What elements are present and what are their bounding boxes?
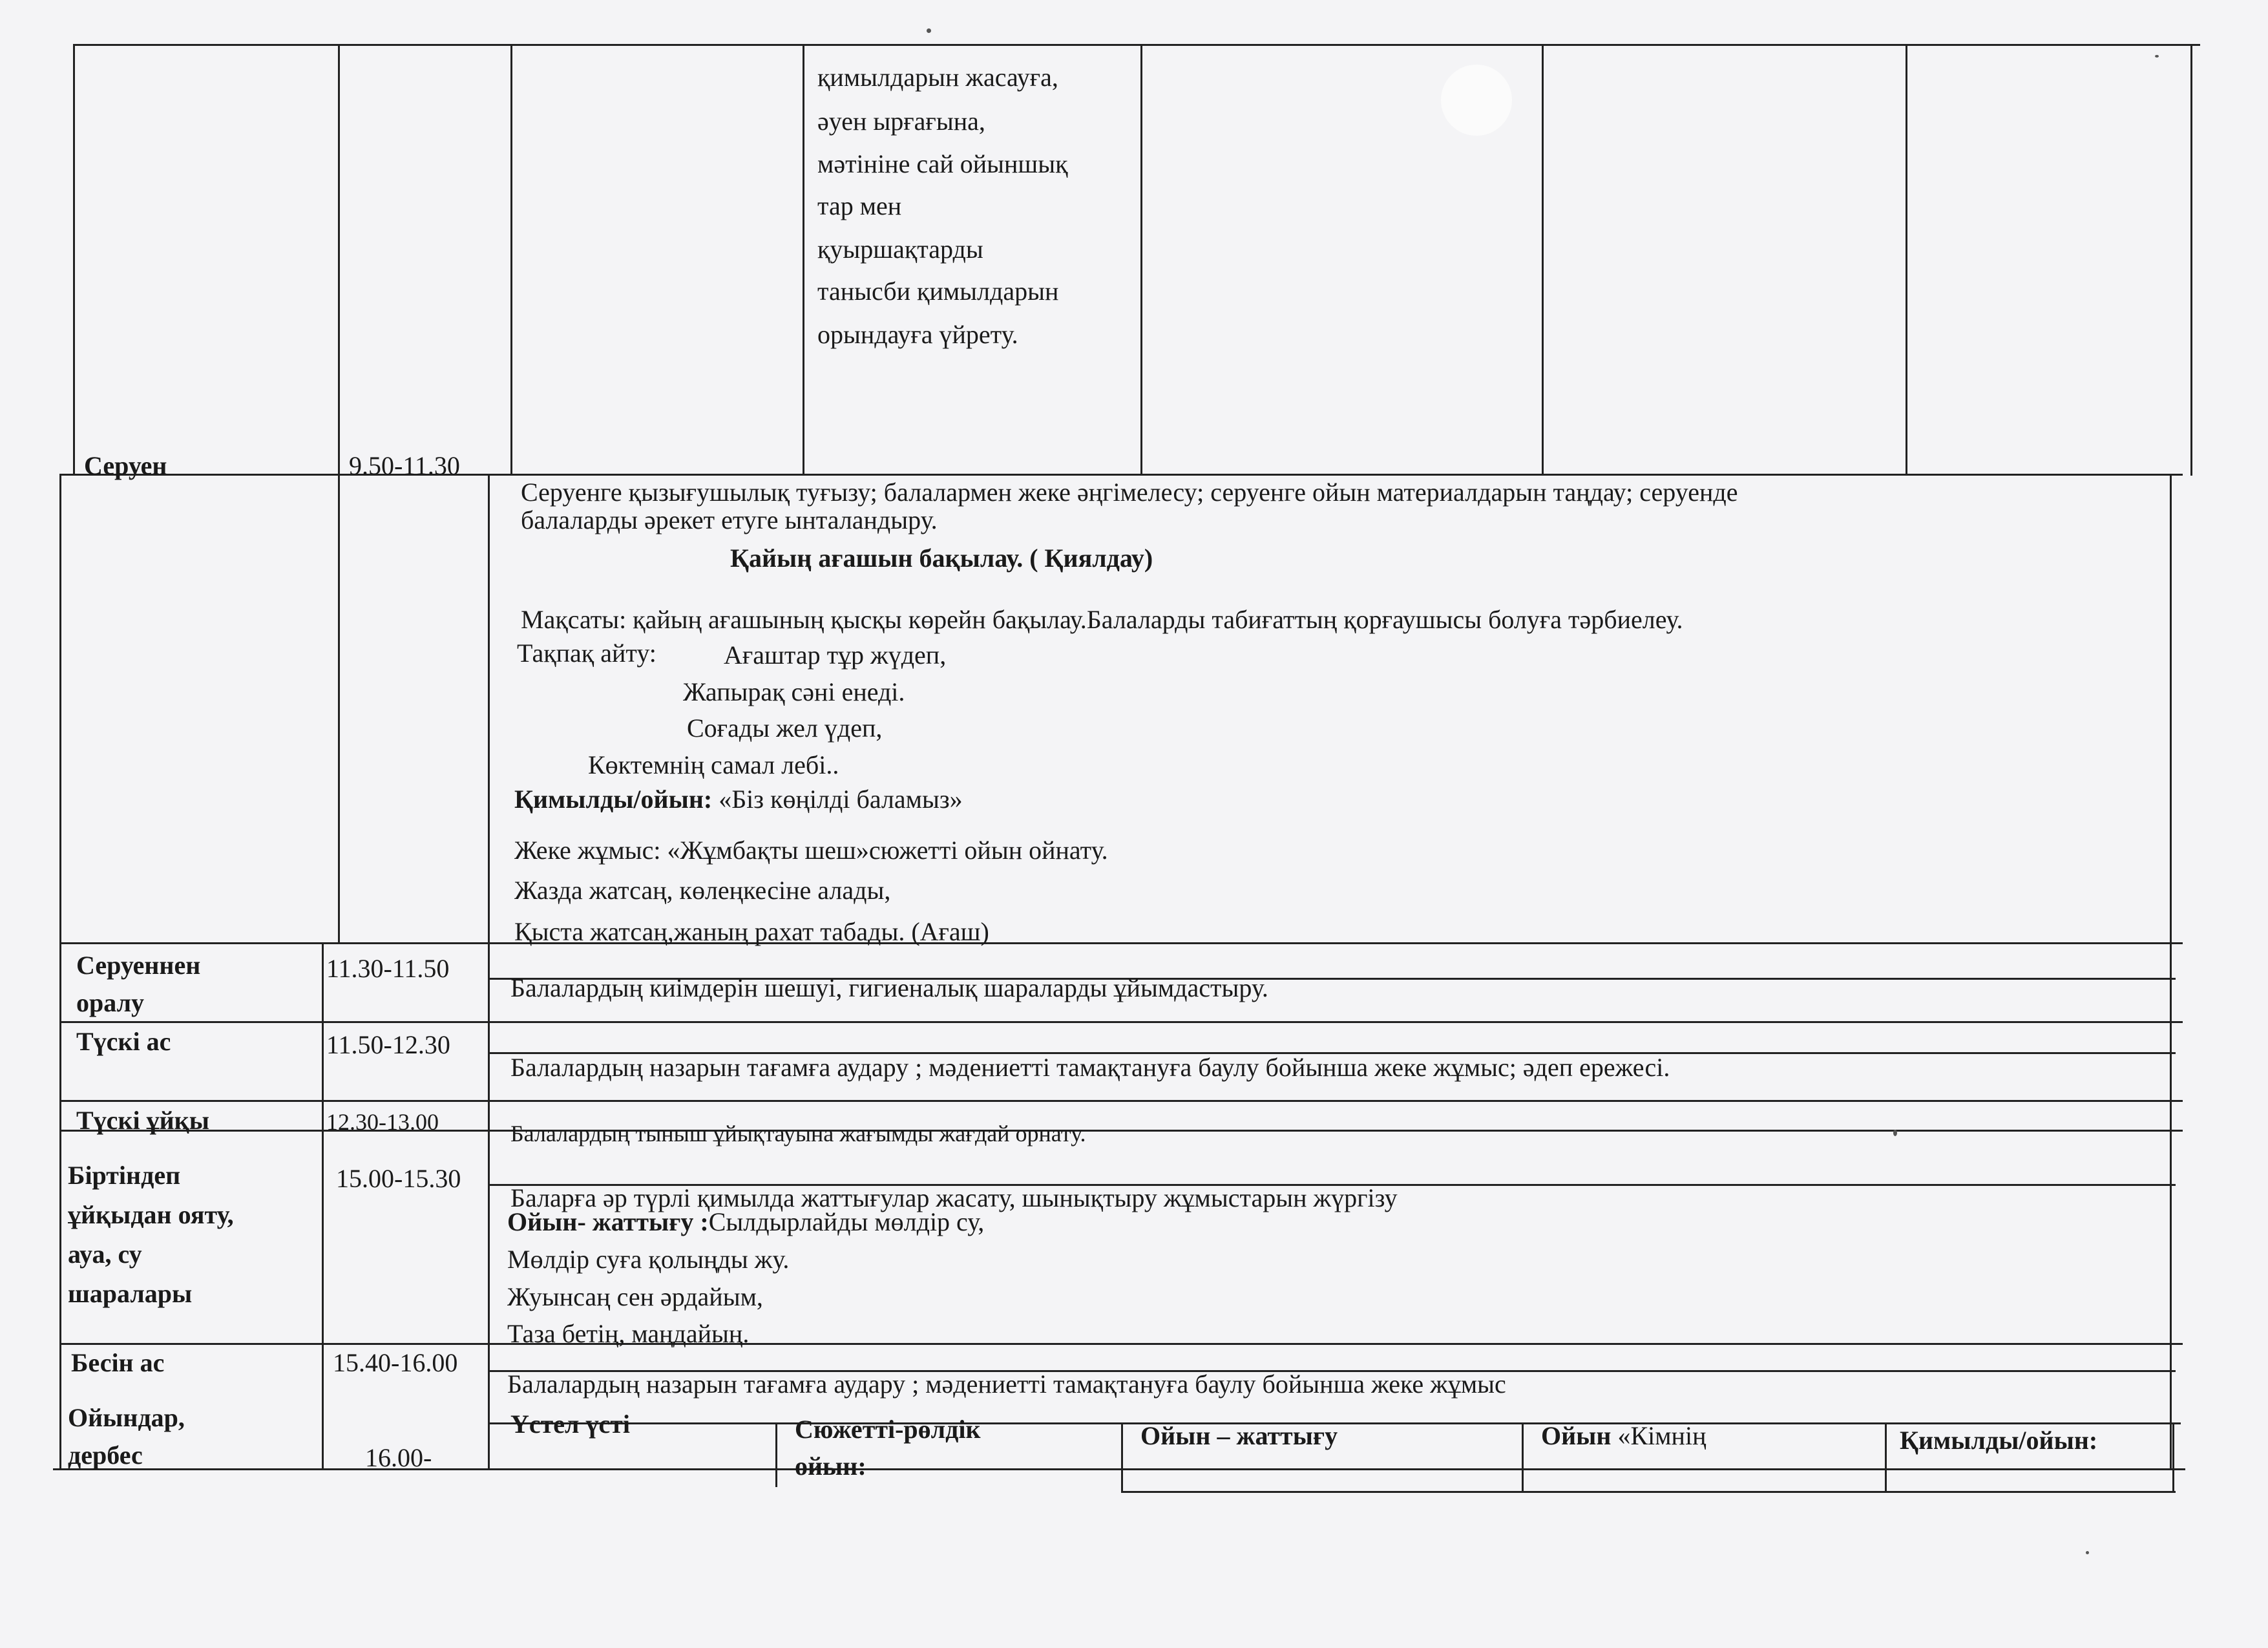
table-border	[775, 1422, 777, 1487]
row-label-lunch: Түскі ас	[76, 1027, 171, 1056]
table-border	[59, 1100, 2183, 1102]
walk-chant-label: Тақпақ айту:	[517, 639, 656, 668]
row-label-return: Серуеннен	[76, 951, 201, 980]
walk-goal: Мақсаты: қайың ағашының қысқы көрейн бақылау.Балаларды табиғаттың қорғаушысы болуға тәрбиелеу.	[521, 605, 1683, 634]
games-col-game-label: Ойын	[1541, 1421, 1612, 1450]
text-line: мәтініне сай ойыншық	[817, 149, 1068, 178]
walk-game-label: Қимылды/ойын:	[514, 785, 713, 814]
table-border	[1121, 1422, 1123, 1491]
table-border	[1140, 44, 1142, 476]
games-col-roleplay: Сюжетті-рөлдік	[795, 1415, 981, 1444]
table-border	[1885, 1422, 1887, 1491]
walk-individual: Жеке жұмыс: «Жұмбақты шеш»сюжетті ойын ойнату.	[514, 836, 1108, 865]
row-time-return: 11.30-11.50	[326, 954, 450, 983]
scan-speck	[927, 28, 931, 33]
table-border	[2172, 1422, 2174, 1491]
wakeup-line: Жуынсаң сен әрдайым,	[507, 1282, 763, 1311]
table-border	[2170, 474, 2172, 1469]
walk-chant-line: Көктемнің самал лебі..	[588, 750, 839, 779]
walk-riddle: Жазда жатсаң, көлеңкесіне алады,	[514, 876, 891, 905]
scan-speck	[2155, 55, 2159, 58]
walk-game	[514, 784, 963, 815]
row-label-wakeup: Біртіндеп	[68, 1161, 181, 1190]
row-label-wakeup: ұйқыдан ояту,	[68, 1200, 234, 1229]
row-time-snack: 15.40-16.00	[333, 1348, 458, 1377]
row-text-snack: Балалардың назарын тағамға аудару ; мәдениетті тамақтануға баулу бойынша жеке жұмыс	[507, 1369, 1506, 1399]
table-border	[322, 942, 324, 1468]
games-col-movement: Қимылды/ойын:	[1900, 1426, 2098, 1455]
table-border	[2190, 44, 2192, 476]
table-border	[1542, 44, 1544, 476]
table-border	[1522, 1422, 1524, 1491]
row-text-nap: Балалардың тыныш ұйықтауына жағымды жағдай орнату.	[510, 1121, 1086, 1146]
table-border	[73, 44, 2200, 46]
table-border	[803, 44, 804, 476]
games-col-tabletop: Үстел үсті	[510, 1410, 630, 1439]
table-border	[73, 44, 75, 476]
row-time-games: 16.00-	[365, 1443, 432, 1472]
scan-speck	[2086, 1551, 2089, 1554]
row-label-nap: Түскі ұйқы	[76, 1106, 209, 1135]
wakeup-text: Баларға әр түрлі қимылда жаттығулар жасату, шынықтыру жұмыстарын жүргізу	[510, 1183, 1398, 1212]
walk-intro: балаларды әрекет етуге ынталандыру.	[521, 505, 938, 534]
table-border	[59, 942, 2183, 944]
row-time-nap: 12.30-13.00	[326, 1109, 439, 1135]
row-label-games: дербес	[68, 1441, 143, 1470]
walk-intro: Серуенге қызығушылық туғызу; балалармен жеке әңгімелесу; серуенге ойын материалдарын таңдау; серуенде	[521, 478, 1738, 507]
games-col-exercise: Ойын – жаттығу	[1140, 1421, 1338, 1450]
row-text-return: Балалардың киімдерін шешуі, гигиеналық шараларды ұйымдастыру.	[510, 973, 1268, 1002]
row-time-wakeup: 15.00-15.30	[336, 1164, 461, 1193]
table-border	[338, 474, 340, 942]
walk-chant-line: Соғады жел үдеп,	[687, 713, 883, 743]
text-line: танысби қимылдарын	[817, 277, 1059, 306]
walk-game-name: «Біз көңілді баламыз»	[712, 785, 963, 814]
text-line: тар мен	[817, 191, 902, 220]
walk-riddle: Қыста жатсаң,жаның рахат табады. (Ағаш)	[514, 917, 989, 946]
row-label-snack: Бесін ас	[71, 1348, 165, 1377]
table-border	[488, 474, 490, 1469]
table-border	[59, 474, 61, 1469]
games-col-roleplay: ойын:	[795, 1452, 866, 1481]
table-border	[338, 44, 340, 476]
wakeup-exercise	[507, 1207, 984, 1238]
row-text-lunch: Балалардың назарын тағамға аудару ; мәдениетті тамақтануға баулу бойынша жеке жұмыс; әдеп ережесі.	[510, 1053, 1670, 1082]
walk-chant-line: Ағаштар тұр жүдеп,	[724, 640, 947, 670]
wakeup-exercise-line: Сылдырлайды мөлдір су,	[708, 1207, 985, 1236]
paper-blot	[1441, 65, 1512, 136]
table-border	[1121, 1491, 2176, 1493]
wakeup-exercise-label: Ойын- жаттығу :	[507, 1207, 709, 1236]
row-label-walk: Серуен	[84, 451, 167, 480]
table-border	[1906, 44, 1907, 476]
games-col-game	[1541, 1421, 1706, 1452]
text-line: әуен ырғағына,	[817, 107, 985, 136]
text-line: орындауға үйрету.	[817, 320, 1018, 349]
text-line: қуыршақтарды	[817, 235, 983, 264]
scan-speck	[1893, 1130, 1897, 1136]
walk-title: Қайың ағашын бақылау. ( Қиялдау)	[730, 544, 1153, 573]
table-border	[510, 44, 512, 476]
text-line: қимылдарын жасауға,	[817, 63, 1058, 92]
row-time-walk: 9.50-11.30	[349, 451, 460, 480]
games-col-game-rest: «Кімнің	[1611, 1421, 1706, 1450]
row-label-games: Ойындар,	[68, 1403, 185, 1432]
wakeup-line: Мөлдір суға қолыңды жу.	[507, 1245, 790, 1274]
row-time-lunch: 11.50-12.30	[326, 1030, 450, 1059]
table-border	[59, 1343, 2183, 1345]
wakeup-line: Таза бетің, маңдайың.	[507, 1319, 750, 1348]
row-label-return: оралу	[76, 988, 145, 1017]
row-label-wakeup: ауа, су	[68, 1240, 142, 1269]
row-label-wakeup: шаралары	[68, 1279, 193, 1308]
walk-chant-line: Жапырақ сәні енеді.	[683, 677, 905, 706]
table-border	[59, 1021, 2183, 1023]
